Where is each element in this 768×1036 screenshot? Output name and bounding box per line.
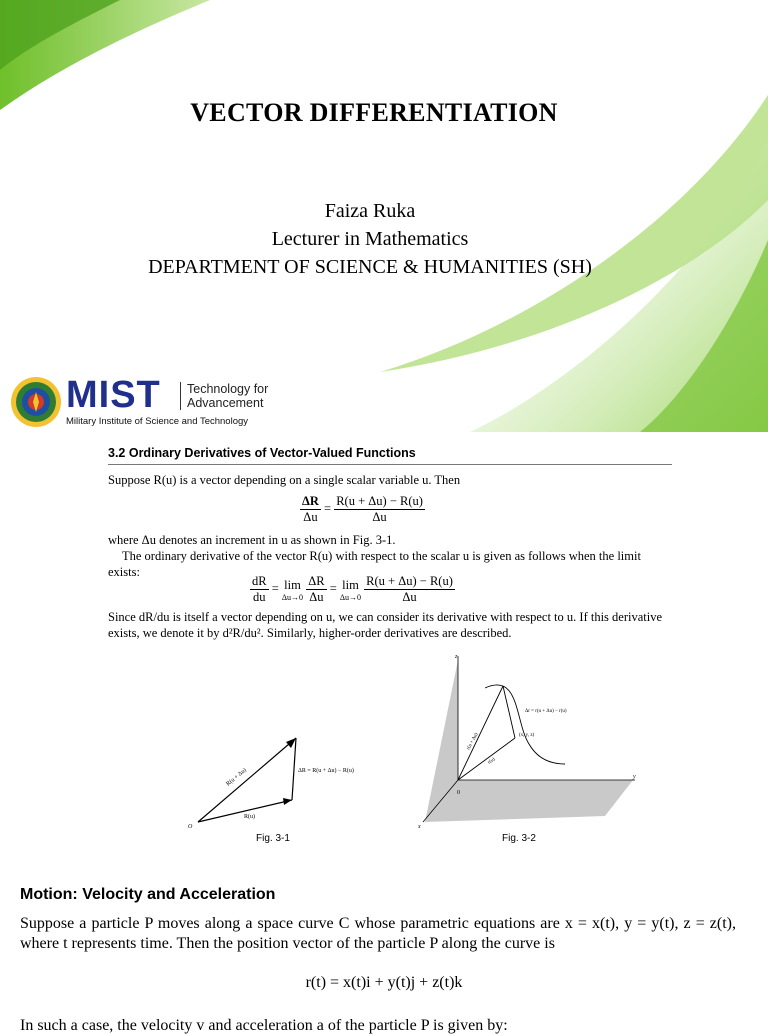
mist-emblem-icon — [10, 376, 62, 428]
motion-paragraph: Suppose a particle P moves along a space curve C whose parametric equations are x = x(t), y = y(t), z = z(t), where t represents time. Then the position vector of the particle P along the curve is — [20, 915, 736, 952]
eq2-lim-1: lim — [284, 577, 301, 592]
vector-delta-r — [503, 686, 515, 738]
eq1-rhs-den: Δu — [372, 510, 387, 524]
motion-heading: Motion: Velocity and Acceleration — [20, 886, 276, 903]
fig2-origin: 0 — [457, 790, 460, 796]
eq2-b-den: Δu — [309, 590, 324, 604]
eq2-b-num: ΔR — [308, 574, 325, 588]
fig1-label-right: ΔR = R(u + Δu) − R(u) — [298, 768, 354, 774]
figure-3-1-caption: Fig. 3-1 — [256, 833, 290, 844]
arrowhead-top — [286, 738, 296, 748]
eq1-lhs-den: Δu — [303, 510, 318, 524]
arrowhead-bottom — [283, 798, 292, 805]
fig1-origin: O — [188, 824, 193, 830]
logo-wordmark: MIST — [66, 374, 161, 416]
fig2-axis-y: y — [633, 774, 636, 780]
vector-r-u — [458, 738, 515, 780]
figure-3-1-diagram — [180, 720, 400, 830]
fig2-label-point: (x, y, z) — [519, 733, 535, 738]
equation-delta-r: $\frac{\Delta R}{\Delta u}$ = $\frac{R(u + \Delta u) - R(u)}{\Delta u}$ — [302, 494, 423, 524]
section-heading: 3.2 Ordinary Derivatives of Vector-Valued Functions — [108, 446, 672, 465]
eq2-sub-1: Δu→0 — [281, 592, 304, 602]
section-paragraph-4: Since dR/du is itself a vector depending on u, we can consider its derivative with respect to u. If this derivative exists, we denote it by d²R/du². Similarly, higher-order derivatives are described. — [108, 610, 663, 640]
eq2-c-num: R(u + Δu) − R(u) — [366, 574, 453, 588]
space-curve — [485, 685, 565, 764]
xy-plane — [425, 780, 633, 822]
mist-logo — [10, 376, 300, 432]
eq2-sub-2: Δu→0 — [339, 592, 362, 602]
logo-institute-name: Military Institute of Science and Technology — [66, 416, 249, 427]
logo-tagline-line2: Advancement — [187, 396, 264, 410]
motion-cut-line: In such a case, the velocity v and acceleration a of the particle P is given by: — [20, 1017, 508, 1034]
logo-tagline — [180, 382, 287, 410]
position-vector-equation: r(t) = x(t)i + y(t)j + z(t)k — [305, 974, 463, 991]
department-name: DEPARTMENT OF SCIENCE & HUMANITIES (SH) — [148, 256, 592, 278]
fig1-label-top: R(u + Δu) — [225, 767, 248, 788]
eq2-c-den: Δu — [402, 590, 417, 604]
figure-3-2-caption: Fig. 3-2 — [502, 833, 536, 844]
section-paragraph-3: The ordinary derivative of the vector R(u) with respect to the scalar u is given as follows when the limit exists: — [108, 549, 641, 579]
vector-r-u-plus-du — [198, 738, 296, 822]
eq1-lhs-num: ΔR — [302, 494, 319, 508]
section-paragraph-1: Suppose R(u) is a vector depending on a single scalar variable u. Then — [108, 473, 461, 487]
eq2-a-den: du — [253, 590, 266, 604]
fig2-label-r1: r(u + Δu) — [466, 732, 480, 751]
vector-delta-r — [292, 738, 296, 800]
equation-derivative-limit: $\frac{dR}{du}$ = lim Δu→0 $\frac{\Delta R}{\Delta u}$ = lim Δu→0 $\frac{R(u + \Delta u) - R(u)}{\Delta u}$ — [252, 574, 453, 604]
slide-title: VECTOR DIFFERENTIATION — [190, 98, 558, 127]
fig1-label-bottom: R(u) — [244, 814, 255, 820]
author-role: Lecturer in Mathematics — [271, 228, 469, 250]
fig2-label-r0: r(u) — [487, 757, 497, 766]
eq2-lim-2: lim — [342, 577, 359, 592]
logo-tagline-line1: Technology for — [187, 382, 269, 396]
fig2-axis-x: x — [418, 824, 421, 830]
fig2-label-dr: Δr = r(u + Δu) − r(u) — [525, 709, 567, 714]
fig2-axis-z: z — [455, 654, 458, 660]
eq1-rhs-num: R(u + Δu) − R(u) — [336, 494, 423, 508]
author-name: Faiza Ruka — [324, 200, 416, 222]
figure-3-2-diagram — [415, 652, 645, 830]
vector-r-u-plus-du — [458, 686, 503, 780]
section-paragraph-2: where Δu denotes an increment in u as shown in Fig. 3-1. — [108, 533, 396, 547]
eq2-a-num: dR — [252, 574, 267, 588]
